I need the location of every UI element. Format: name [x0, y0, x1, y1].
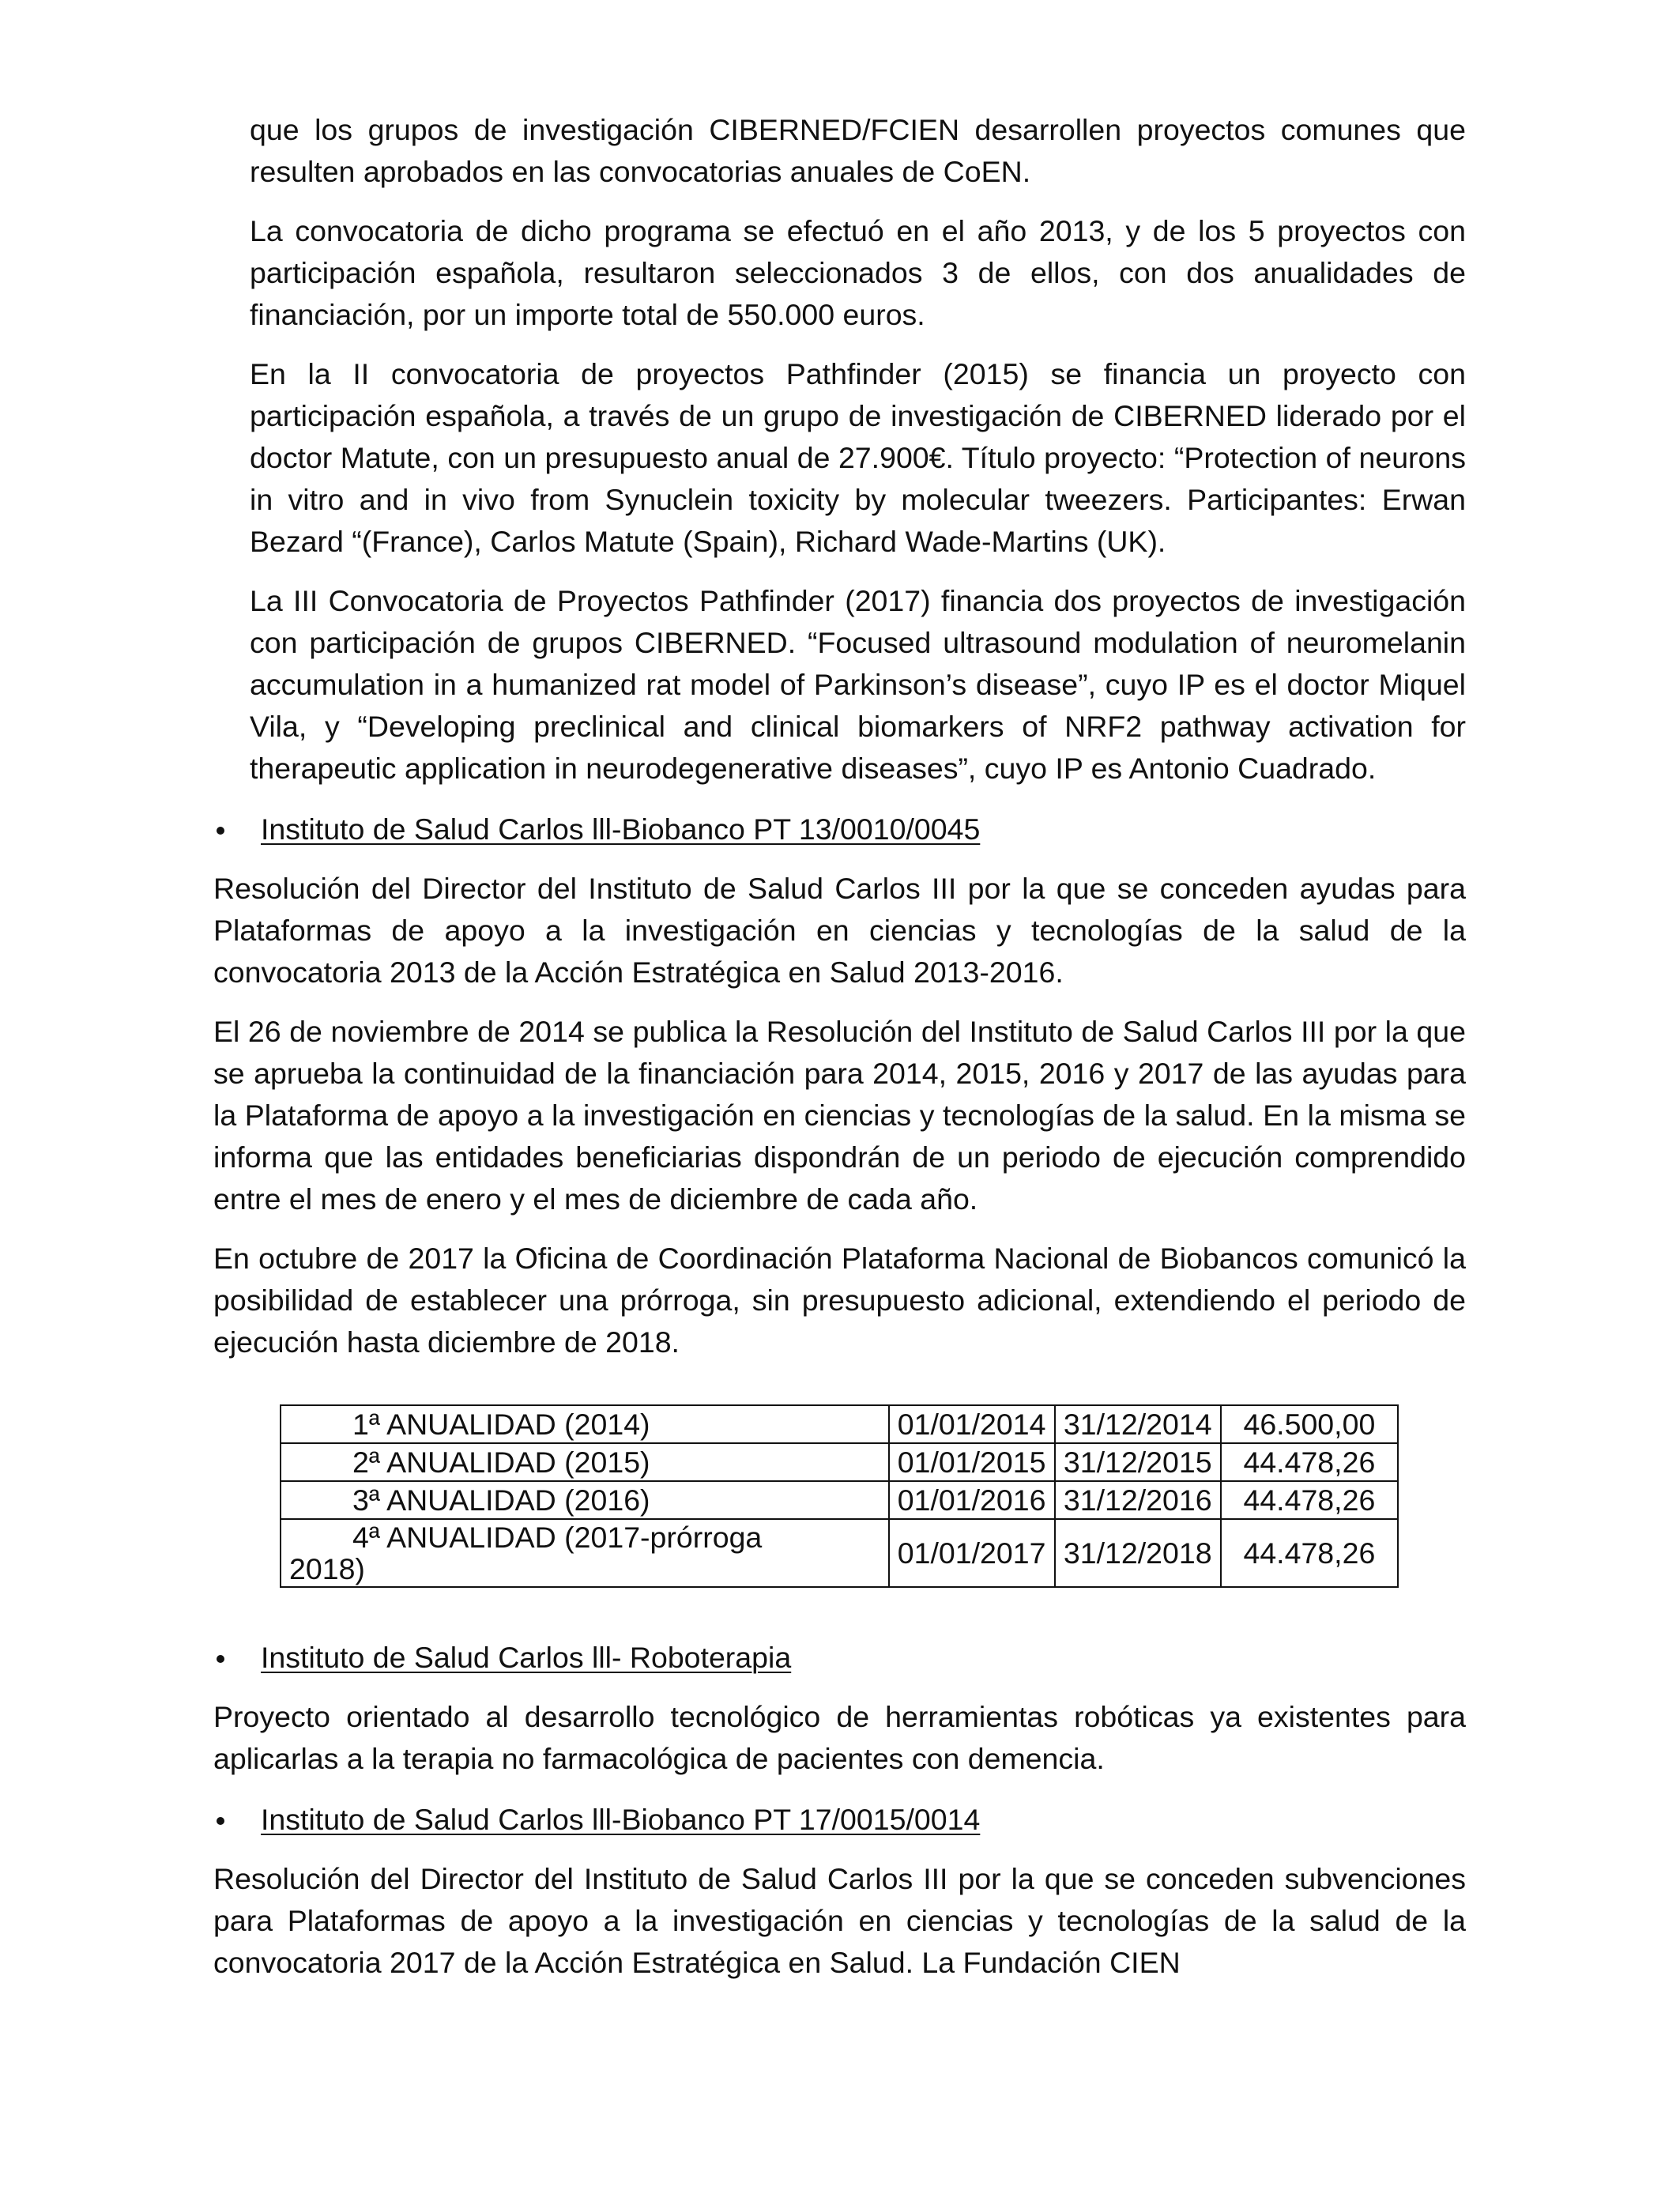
start-date-cell: 01/01/2015 — [889, 1443, 1055, 1481]
section-heading-biobanco-13: Instituto de Salud Carlos lll-Biobanco PT 13/0010/0045 — [261, 812, 981, 846]
amount-cell: 44.478,26 — [1221, 1481, 1398, 1519]
anualidad-label-cell: 4ª ANUALIDAD (2017-prórroga 2018) — [281, 1519, 889, 1587]
roboterapia-paragraph: Proyecto orientado al desarrollo tecnológico de herramientas robóticas ya existentes para aplicarlas a la terapia no farmacológica de pacientes con demencia. — [213, 1700, 1466, 1775]
bullet-icon — [217, 1655, 224, 1663]
start-date-cell: 01/01/2014 — [889, 1405, 1055, 1443]
amount-cell: 44.478,26 — [1221, 1519, 1398, 1587]
bullet-icon — [217, 827, 224, 835]
start-date-cell: 01/01/2016 — [889, 1481, 1055, 1519]
anualidad-label-cell: 1ª ANUALIDAD (2014) — [281, 1405, 889, 1443]
end-date-cell: 31/12/2014 — [1055, 1405, 1221, 1443]
biobanco-13-paragraph-1: Resolución del Director del Instituto de Salud Carlos III por la que se conceden ayudas para Plataformas de apoyo a la investigación en ciencias y tecnologías de la salud de la convocatoria 2013 de la Acción Estratégica en Salud 2013-2016. — [213, 872, 1466, 989]
intro-paragraph-4: La III Convocatoria de Proyectos Pathfinder (2017) financia dos proyectos de investigación con participación de grupos CIBERNED. “Focused ultrasound modulation of neuromelanin accumulation in a humanized rat model of Parkinson’s disease”, cuyo IP es el doctor Miquel Vila, y “Developing preclinical and clinical biomarkers of NRF2 pathway activation for therapeutic application in neurodegenerative diseases”, cuyo IP es Antonio Cuadrado. — [250, 584, 1466, 785]
bullet-biobanco-17 — [213, 1799, 1466, 1841]
bullet-roboterapia — [213, 1637, 1466, 1679]
intro-paragraph-1: que los grupos de investigación CIBERNED/FCIEN desarrollen proyectos comunes que resulten aprobados en las convocatorias anuales de CoEN. — [250, 113, 1466, 188]
anualidad-label-cell: 2ª ANUALIDAD (2015) — [281, 1443, 889, 1481]
section-heading-roboterapia: Instituto de Salud Carlos lll- Roboterapia — [261, 1641, 792, 1674]
amount-cell: 44.478,26 — [1221, 1443, 1398, 1481]
intro-paragraph-3: En la II convocatoria de proyectos Pathfinder (2015) se financia un proyecto con participación española, a través de un grupo de investigación de CIBERNED liderado por el doctor Matute, con un presupuesto anual de 27.900€. Título proyecto: “Protection of neurons in vitro and in vivo from Synuclein toxicity by molecular tweezers. Participantes: Erwan Bezard “(France), Carlos Matute (Spain), Richard Wade-Martins (UK). — [250, 357, 1466, 558]
biobanco-13-paragraph-3: En octubre de 2017 la Oficina de Coordinación Plataforma Nacional de Biobancos comunicó la posibilidad de establecer una prórroga, sin presupuesto adicional, extendiendo el periodo de ejecución hasta diciembre de 2018. — [213, 1242, 1466, 1359]
end-date-cell: 31/12/2016 — [1055, 1481, 1221, 1519]
biobanco-17-paragraph: Resolución del Director del Instituto de Salud Carlos III por la que se conceden subvenciones para Plataformas de apoyo a la investigación en ciencias y tecnologías de la salud de la convocatoria 2017 de la Acción Estratégica en Salud. La Fundación CIEN — [213, 1862, 1466, 1979]
document-body — [213, 109, 1466, 1984]
end-date-cell: 31/12/2018 — [1055, 1519, 1221, 1587]
table-row — [281, 1481, 1398, 1519]
table-row — [281, 1519, 1398, 1587]
section-heading-biobanco-17: Instituto de Salud Carlos lll-Biobanco PT 17/0015/0014 — [261, 1803, 981, 1836]
end-date-cell: 31/12/2015 — [1055, 1443, 1221, 1481]
anualidades-table — [280, 1404, 1399, 1588]
biobanco-13-paragraph-2: El 26 de noviembre de 2014 se publica la Resolución del Instituto de Salud Carlos III por la que se aprueba la continuidad de la financiación para 2014, 2015, 2016 y 2017 de las ayudas para la Plataforma de apoyo a la investigación en ciencias y tecnologías de la salud. En la misma se informa que las entidades beneficiarias dispondrán de un periodo de ejecución comprendido entre el mes de enero y el mes de diciembre de cada año. — [213, 1015, 1466, 1216]
table-row — [281, 1443, 1398, 1481]
bullet-biobanco-13 — [213, 809, 1466, 850]
intro-paragraph-2: La convocatoria de dicho programa se efectuó en el año 2013, y de los 5 proyectos con participación española, resultaron seleccionados 3 de ellos, con dos anualidades de financiación, por un importe total de 550.000 euros. — [250, 214, 1466, 331]
table-row — [281, 1405, 1398, 1443]
amount-cell: 46.500,00 — [1221, 1405, 1398, 1443]
anualidad-label-cell: 3ª ANUALIDAD (2016) — [281, 1481, 889, 1519]
start-date-cell: 01/01/2017 — [889, 1519, 1055, 1587]
bullet-icon — [217, 1817, 224, 1825]
